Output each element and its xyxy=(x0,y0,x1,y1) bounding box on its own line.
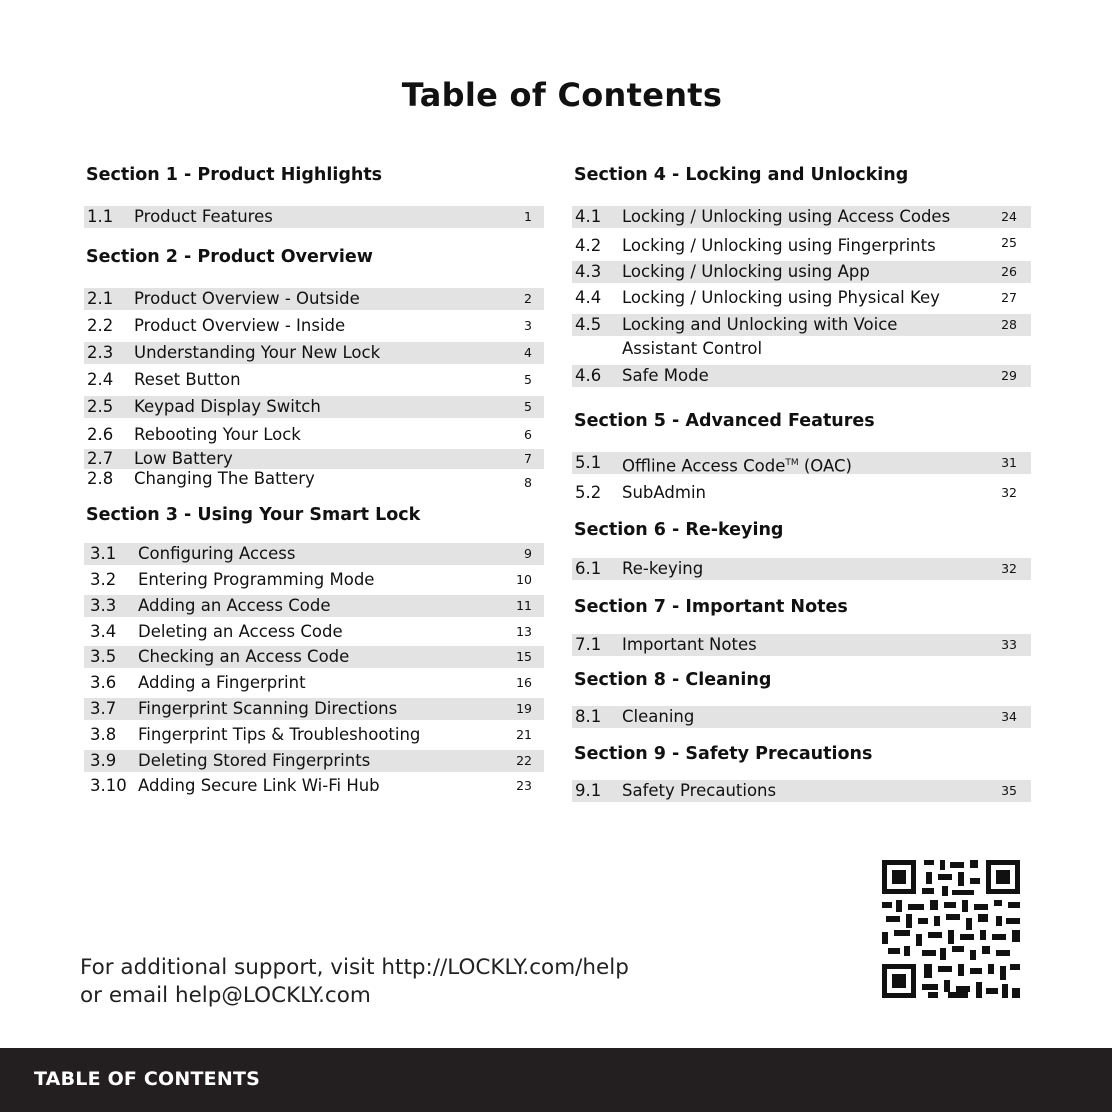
toc-item-page: 11 xyxy=(516,598,532,613)
toc-item-page: 4 xyxy=(524,345,532,360)
toc-item-page: 27 xyxy=(1001,290,1017,305)
toc-item[interactable] xyxy=(572,706,1031,728)
toc-item[interactable] xyxy=(84,672,544,694)
toc-item[interactable] xyxy=(572,287,1031,309)
toc-item-page: 2 xyxy=(524,291,532,306)
section-1-heading: Section 1 - Product Highlights xyxy=(86,165,383,185)
toc-item[interactable] xyxy=(572,206,1031,228)
toc-item-label: Product Features xyxy=(134,207,273,226)
support-line-url[interactable]: For additional support, visit http://LOCKLY.com/help xyxy=(80,955,629,980)
toc-item-label: Adding a Fingerprint xyxy=(138,673,306,692)
section-5-heading: Section 5 - Advanced Features xyxy=(574,411,875,431)
toc-item-label: Checking an Access Code xyxy=(138,647,350,666)
toc-item-label: Understanding Your New Lock xyxy=(134,343,381,362)
toc-item[interactable] xyxy=(84,569,544,591)
toc-item[interactable] xyxy=(572,365,1031,387)
section-2-heading: Section 2 - Product Overview xyxy=(86,247,373,267)
toc-item-page: 29 xyxy=(1001,368,1017,383)
toc-item-label: Cleaning xyxy=(622,707,695,726)
toc-item-number: 4.4 xyxy=(575,288,602,307)
toc-item[interactable] xyxy=(84,396,544,418)
toc-item-label: Safety Precautions xyxy=(622,781,777,800)
toc-item[interactable] xyxy=(84,469,544,489)
toc-item-label: Important Notes xyxy=(622,635,757,654)
toc-item[interactable] xyxy=(84,775,544,797)
toc-item-page: 3 xyxy=(524,318,532,333)
toc-item-number: 8.1 xyxy=(575,707,602,726)
toc-item[interactable] xyxy=(572,261,1031,283)
toc-item-number: 3.8 xyxy=(90,725,117,744)
toc-item-page: 26 xyxy=(1001,264,1017,279)
toc-item-label: Rebooting Your Lock xyxy=(134,425,301,444)
toc-item-page: 10 xyxy=(516,572,532,587)
toc-item-number: 3.7 xyxy=(90,699,117,718)
support-text xyxy=(80,954,629,1010)
toc-item-number: 4.6 xyxy=(575,366,602,385)
toc-item[interactable] xyxy=(84,288,544,310)
toc-item-label: Adding Secure Link Wi-Fi Hub xyxy=(138,776,380,795)
toc-item-page: 35 xyxy=(1001,783,1017,798)
toc-item[interactable] xyxy=(572,780,1031,802)
toc-item-number: 3.5 xyxy=(90,647,117,666)
toc-item-label-text: Offline Access Code xyxy=(622,456,786,476)
toc-item-page: 21 xyxy=(516,727,532,742)
toc-item-page: 13 xyxy=(516,624,532,639)
toc-item[interactable] xyxy=(84,206,544,228)
toc-item-number: 4.5 xyxy=(575,315,602,334)
toc-item-number: 2.6 xyxy=(87,425,114,444)
toc-item-label: Product Overview - Outside xyxy=(134,289,360,308)
toc-item-number: 3.6 xyxy=(90,673,117,692)
toc-item-number: 2.3 xyxy=(87,343,114,362)
toc-item-page: 15 xyxy=(516,649,532,664)
toc-item[interactable] xyxy=(84,543,544,565)
toc-item-label: Fingerprint Tips & Troubleshooting xyxy=(138,725,421,744)
toc-item-label: Fingerprint Scanning Directions xyxy=(138,699,398,718)
section-4-heading: Section 4 - Locking and Unlocking xyxy=(574,165,909,185)
section-9-heading: Section 9 - Safety Precautions xyxy=(574,744,873,764)
toc-item-number: 6.1 xyxy=(575,559,602,578)
toc-item-page: 9 xyxy=(524,546,532,561)
toc-item-label: Configuring Access xyxy=(138,544,296,563)
toc-item-page: 22 xyxy=(516,753,532,768)
toc-item[interactable] xyxy=(84,724,544,746)
toc-item-label: Low Battery xyxy=(134,449,233,468)
toc-item-number: 3.2 xyxy=(90,570,117,589)
toc-item[interactable] xyxy=(572,558,1031,580)
toc-item-number: 2.7 xyxy=(87,449,114,468)
toc-item-number: 2.2 xyxy=(87,316,114,335)
toc-item[interactable] xyxy=(84,750,544,772)
toc-item-page: 8 xyxy=(524,475,532,490)
toc-item[interactable] xyxy=(572,482,1031,504)
toc-item-label: SubAdmin xyxy=(622,483,706,502)
toc-item-page: 32 xyxy=(1001,485,1017,500)
toc-item-label-continuation: Assistant Control xyxy=(622,339,763,358)
toc-item-label: Re-keying xyxy=(622,559,704,578)
toc-item-number: 5.1 xyxy=(575,453,602,472)
toc-item-number: 3.9 xyxy=(90,751,117,770)
toc-item-number: 2.8 xyxy=(87,469,114,488)
toc-item-page: 32 xyxy=(1001,561,1017,576)
toc-item-number: 3.1 xyxy=(90,544,117,563)
page-title: Table of Contents xyxy=(401,76,723,114)
toc-item-number: 3.3 xyxy=(90,596,117,615)
toc-item-number: 3.10 xyxy=(90,776,127,795)
section-8-heading: Section 8 - Cleaning xyxy=(574,670,772,690)
toc-item-label-suffix: (OAC) xyxy=(798,456,852,476)
toc-item-number: 2.4 xyxy=(87,370,114,389)
toc-item-label: Locking / Unlocking using Physical Key xyxy=(622,288,940,307)
toc-item-page: 33 xyxy=(1001,637,1017,652)
toc-item-page: 24 xyxy=(1001,209,1017,224)
qr-code-icon[interactable] xyxy=(882,860,1020,998)
toc-item[interactable] xyxy=(84,621,544,643)
toc-item-page: 23 xyxy=(516,778,532,793)
toc-item-number: 7.1 xyxy=(575,635,602,654)
toc-item-label: Deleting an Access Code xyxy=(138,622,343,641)
toc-item-label: Product Overview - Inside xyxy=(134,316,346,335)
toc-item[interactable] xyxy=(572,452,1031,474)
toc-item-number: 2.1 xyxy=(87,289,114,308)
toc-item[interactable] xyxy=(84,342,544,364)
toc-item-label: Adding an Access Code xyxy=(138,596,331,615)
toc-item[interactable] xyxy=(84,369,544,391)
toc-item-page: 6 xyxy=(524,427,532,442)
toc-item-label: Changing The Battery xyxy=(134,469,315,488)
toc-item-number: 5.2 xyxy=(575,483,602,502)
toc-item-number: 4.3 xyxy=(575,262,602,281)
toc-item-page: 31 xyxy=(1001,455,1017,470)
toc-item-label: Locking / Unlocking using Access Codes xyxy=(622,207,951,226)
toc-item-label: Entering Programming Mode xyxy=(138,570,375,589)
toc-item[interactable] xyxy=(84,646,544,668)
section-6-heading: Section 6 - Re-keying xyxy=(574,520,784,540)
toc-item-page: 34 xyxy=(1001,709,1017,724)
toc-item-label: Locking / Unlocking using Fingerprints xyxy=(622,236,936,255)
toc-item-number: 9.1 xyxy=(575,781,602,800)
toc-item-number: 2.5 xyxy=(87,397,114,416)
toc-item-page: 1 xyxy=(524,209,532,224)
toc-item[interactable] xyxy=(84,315,544,337)
toc-item-label: Locking and Unlocking with Voice xyxy=(622,315,898,334)
toc-item[interactable] xyxy=(84,698,544,720)
section-3-heading: Section 3 - Using Your Smart Lock xyxy=(86,505,421,525)
footer-title: TABLE OF CONTENTS xyxy=(34,1068,261,1090)
toc-item[interactable] xyxy=(572,235,1031,257)
toc-item-label: Deleting Stored Fingerprints xyxy=(138,751,371,770)
toc-item[interactable] xyxy=(572,314,1031,336)
toc-item-label: Locking / Unlocking using App xyxy=(622,262,870,281)
toc-item-page: 28 xyxy=(1001,317,1017,332)
toc-item[interactable] xyxy=(572,634,1031,656)
toc-item-page: 25 xyxy=(1001,235,1017,250)
toc-item-page: 19 xyxy=(516,701,532,716)
support-line-email[interactable]: or email help@LOCKLY.com xyxy=(80,983,371,1008)
toc-item-label: Reset Button xyxy=(134,370,241,389)
toc-item-page: 5 xyxy=(524,372,532,387)
toc-item-label: Keypad Display Switch xyxy=(134,397,321,416)
toc-item[interactable] xyxy=(84,595,544,617)
toc-item-number: 4.2 xyxy=(575,236,602,255)
toc-item-page: 7 xyxy=(524,451,532,466)
footer-bar xyxy=(0,1048,1112,1112)
toc-item-number: 1.1 xyxy=(87,207,114,226)
toc-item[interactable] xyxy=(84,424,544,446)
toc-item[interactable] xyxy=(84,449,544,469)
toc-item-number: 4.1 xyxy=(575,207,602,226)
section-7-heading: Section 7 - Important Notes xyxy=(574,597,848,617)
toc-item-page: 16 xyxy=(516,675,532,690)
toc-item-label: Safe Mode xyxy=(622,366,709,385)
toc-item-number: 3.4 xyxy=(90,622,117,641)
toc-item-label xyxy=(622,452,852,478)
trademark-mark: TM xyxy=(785,458,799,468)
toc-item-page: 5 xyxy=(524,399,532,414)
